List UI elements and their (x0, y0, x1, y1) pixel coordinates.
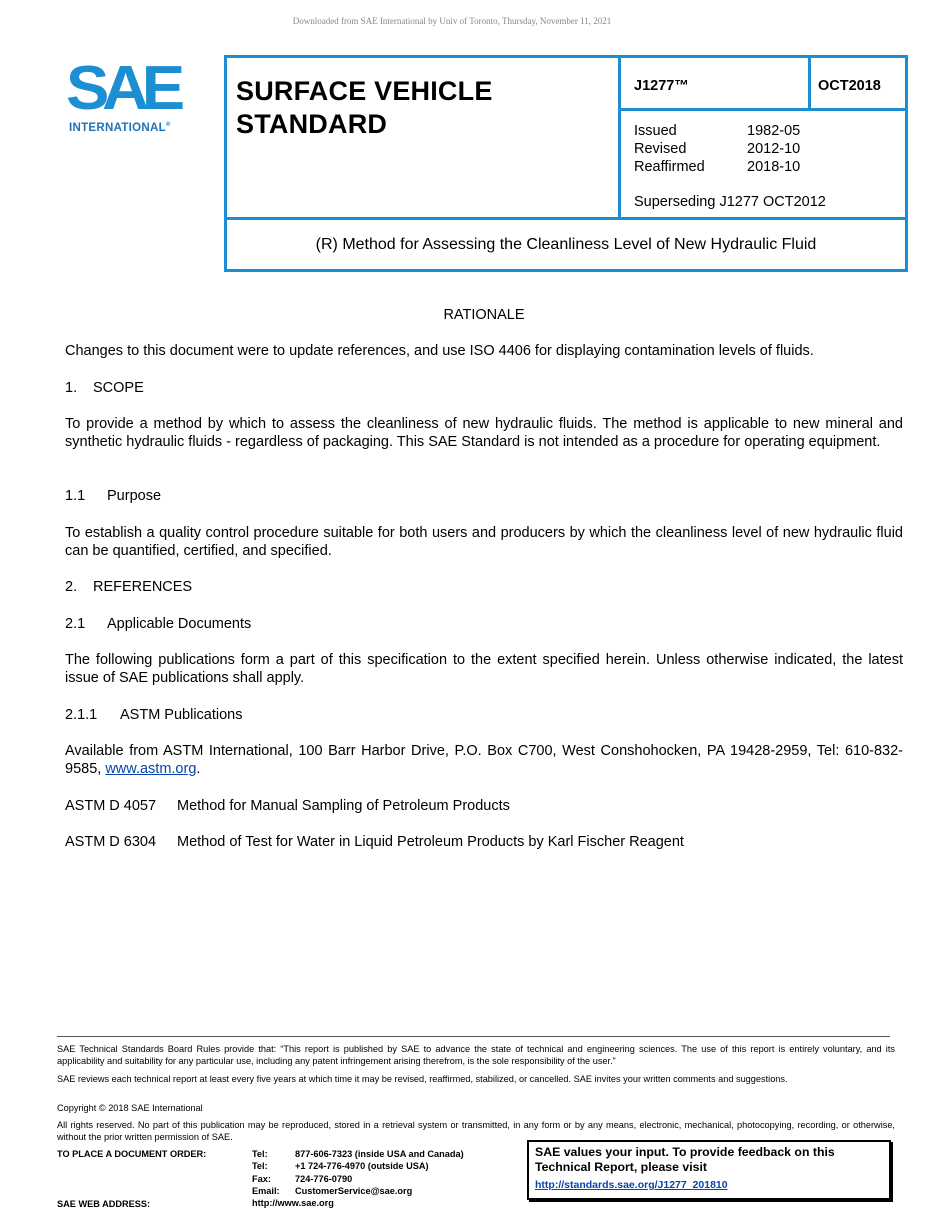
date-label: Issued (634, 123, 677, 139)
reference-item (65, 797, 903, 815)
order-label: TO PLACE A DOCUMENT ORDER: (57, 1149, 207, 1159)
section-title: Applicable Documents (107, 616, 252, 632)
contact-value: 724-776-0790 (295, 1173, 353, 1184)
web-address: http://www.sae.org (252, 1198, 334, 1209)
date-value: 2012-10 (747, 141, 801, 157)
contact-label: Tel: (252, 1161, 268, 1172)
footer-rules: SAE Technical Standards Board Rules provide that: “This report is published by SAE to advance the state of technical and engineering sciences. The use of this report is entirely voluntary, and its applicability and suitability for any particular use, including any patent infringement arising therefrom, is the sole responsibility of the user.” (57, 1044, 895, 1066)
logo-subtitle-text: INTERNATIONAL (69, 122, 166, 134)
section-title: Purpose (107, 488, 162, 504)
rationale-heading: RATIONALE (443, 307, 525, 323)
sae-logo (66, 54, 196, 138)
contact-label: Tel: (252, 1149, 268, 1159)
date-row-revised (634, 140, 800, 158)
document-title: (R) Method for Assessing the Cleanliness Level of New Hydraulic Fluid (315, 236, 817, 253)
footer-rule (57, 1036, 890, 1037)
standard-type (236, 75, 493, 141)
section-1-heading (65, 379, 903, 397)
doc-date: OCT2018 (818, 78, 881, 94)
standard-type-line1: SURFACE VEHICLE (236, 76, 493, 106)
date-label: Revised (634, 141, 687, 157)
reference-item (65, 833, 903, 851)
contact-label: Fax: (252, 1173, 271, 1184)
section-number: 1. (65, 380, 78, 396)
feedback-box (527, 1140, 891, 1200)
footer-review: SAE reviews each technical report at least every five years at which time it may be revised, reaffirmed, stabilized, or cancelled. SAE invites your written comments and suggestions. (57, 1074, 788, 1084)
section-title: REFERENCES (93, 579, 193, 595)
date-value: 1982-05 (747, 123, 801, 139)
date-row-reaffirmed (634, 158, 800, 176)
section-1-text: To provide a method by which to assess the cleanliness of new hydraulic fluids. The method is applicable to new mineral and synthetic hydraulic fluids - regardless of packaging. This SAE Standard is not intended as a procedure for operating equipment. (65, 416, 903, 450)
section-number: 2.1.1 (65, 707, 98, 723)
section-2-1-1-heading (65, 706, 903, 724)
superseding-note: Superseding J1277 OCT2012 (634, 194, 826, 210)
section-number: 2.1 (65, 616, 86, 632)
contact-value: 877-606-7323 (inside USA and Canada) (295, 1149, 464, 1159)
contact-table (252, 1148, 522, 1209)
footer-copyright: Copyright © 2018 SAE International (57, 1103, 203, 1113)
astm-availability-text: Available from ASTM International, 100 Barr Harbor Drive, P.O. Box C700, West Conshohocken, PA 19428-2959, Tel: 610-832-9585, (65, 743, 903, 777)
standard-type-line2: STANDARD (236, 109, 388, 139)
reference-title: Method for Manual Sampling of Petroleum Products (177, 798, 510, 814)
doc-number-separator (808, 58, 811, 108)
contact-value: CustomerService@sae.org (295, 1185, 413, 1196)
contact-value: +1 724-776-4970 (outside USA) (295, 1161, 429, 1172)
rationale-text: Changes to this document were to update references, and use ISO 4406 for displaying contamination levels of fluids. (65, 343, 814, 359)
feedback-link[interactable]: http://standards.sae.org/J1277_201810 (535, 1179, 728, 1191)
contact-row (252, 1185, 522, 1197)
section-2-1-text: The following publications form a part of this specification to the extent specified herein. Unless otherwise indicated, the latest issue of SAE publications shall apply. (65, 652, 903, 686)
section-title: SCOPE (93, 380, 144, 396)
header-divider-horizontal (227, 217, 905, 220)
footer-rights: All rights reserved. No part of this publication may be reproduced, stored in a retrieval system or transmitted, in any form or by any means, electronic, mechanical, photocopying, recording, or otherwise, without the prior written permission of SAE. (57, 1120, 895, 1142)
astm-period: . (196, 761, 201, 777)
registered-mark: ® (165, 122, 171, 129)
reference-code: ASTM D 4057 (65, 798, 157, 814)
doc-number: J1277™ (634, 78, 689, 94)
section-2-heading (65, 578, 903, 596)
date-value: 2018-10 (747, 159, 801, 175)
reference-code: ASTM D 6304 (65, 834, 157, 850)
logo-subtitle (69, 122, 171, 134)
download-note: Downloaded from SAE International by Univ of Toronto, Thursday, November 11, 2021 (292, 16, 612, 26)
contact-row (252, 1160, 522, 1172)
logo-wordmark: SAE (66, 54, 178, 123)
section-number: 1.1 (65, 488, 86, 504)
contact-label: Email: (252, 1185, 280, 1196)
section-2-1-heading (65, 615, 903, 633)
astm-availability (65, 742, 903, 778)
contact-row (252, 1148, 522, 1160)
section-1-1-heading (65, 487, 903, 505)
date-table (634, 122, 800, 176)
contact-row (252, 1173, 522, 1185)
date-row-issued (634, 122, 800, 140)
section-1-1-text: To establish a quality control procedure suitable for both users and producers by which the cleanliness level of new hydraulic fluid can be quantified, certified, and specified. (65, 525, 903, 559)
web-address-row (252, 1197, 522, 1209)
date-label: Reaffirmed (634, 159, 705, 175)
section-number: 2. (65, 579, 78, 595)
section-title: ASTM Publications (120, 707, 243, 723)
web-label: SAE WEB ADDRESS: (57, 1199, 151, 1209)
astm-link[interactable]: www.astm.org (105, 761, 197, 777)
feedback-text: SAE values your input. To provide feedback on this Technical Report, please visit (535, 1145, 835, 1174)
reference-title: Method of Test for Water in Liquid Petroleum Products by Karl Fischer Reagent (177, 834, 684, 850)
